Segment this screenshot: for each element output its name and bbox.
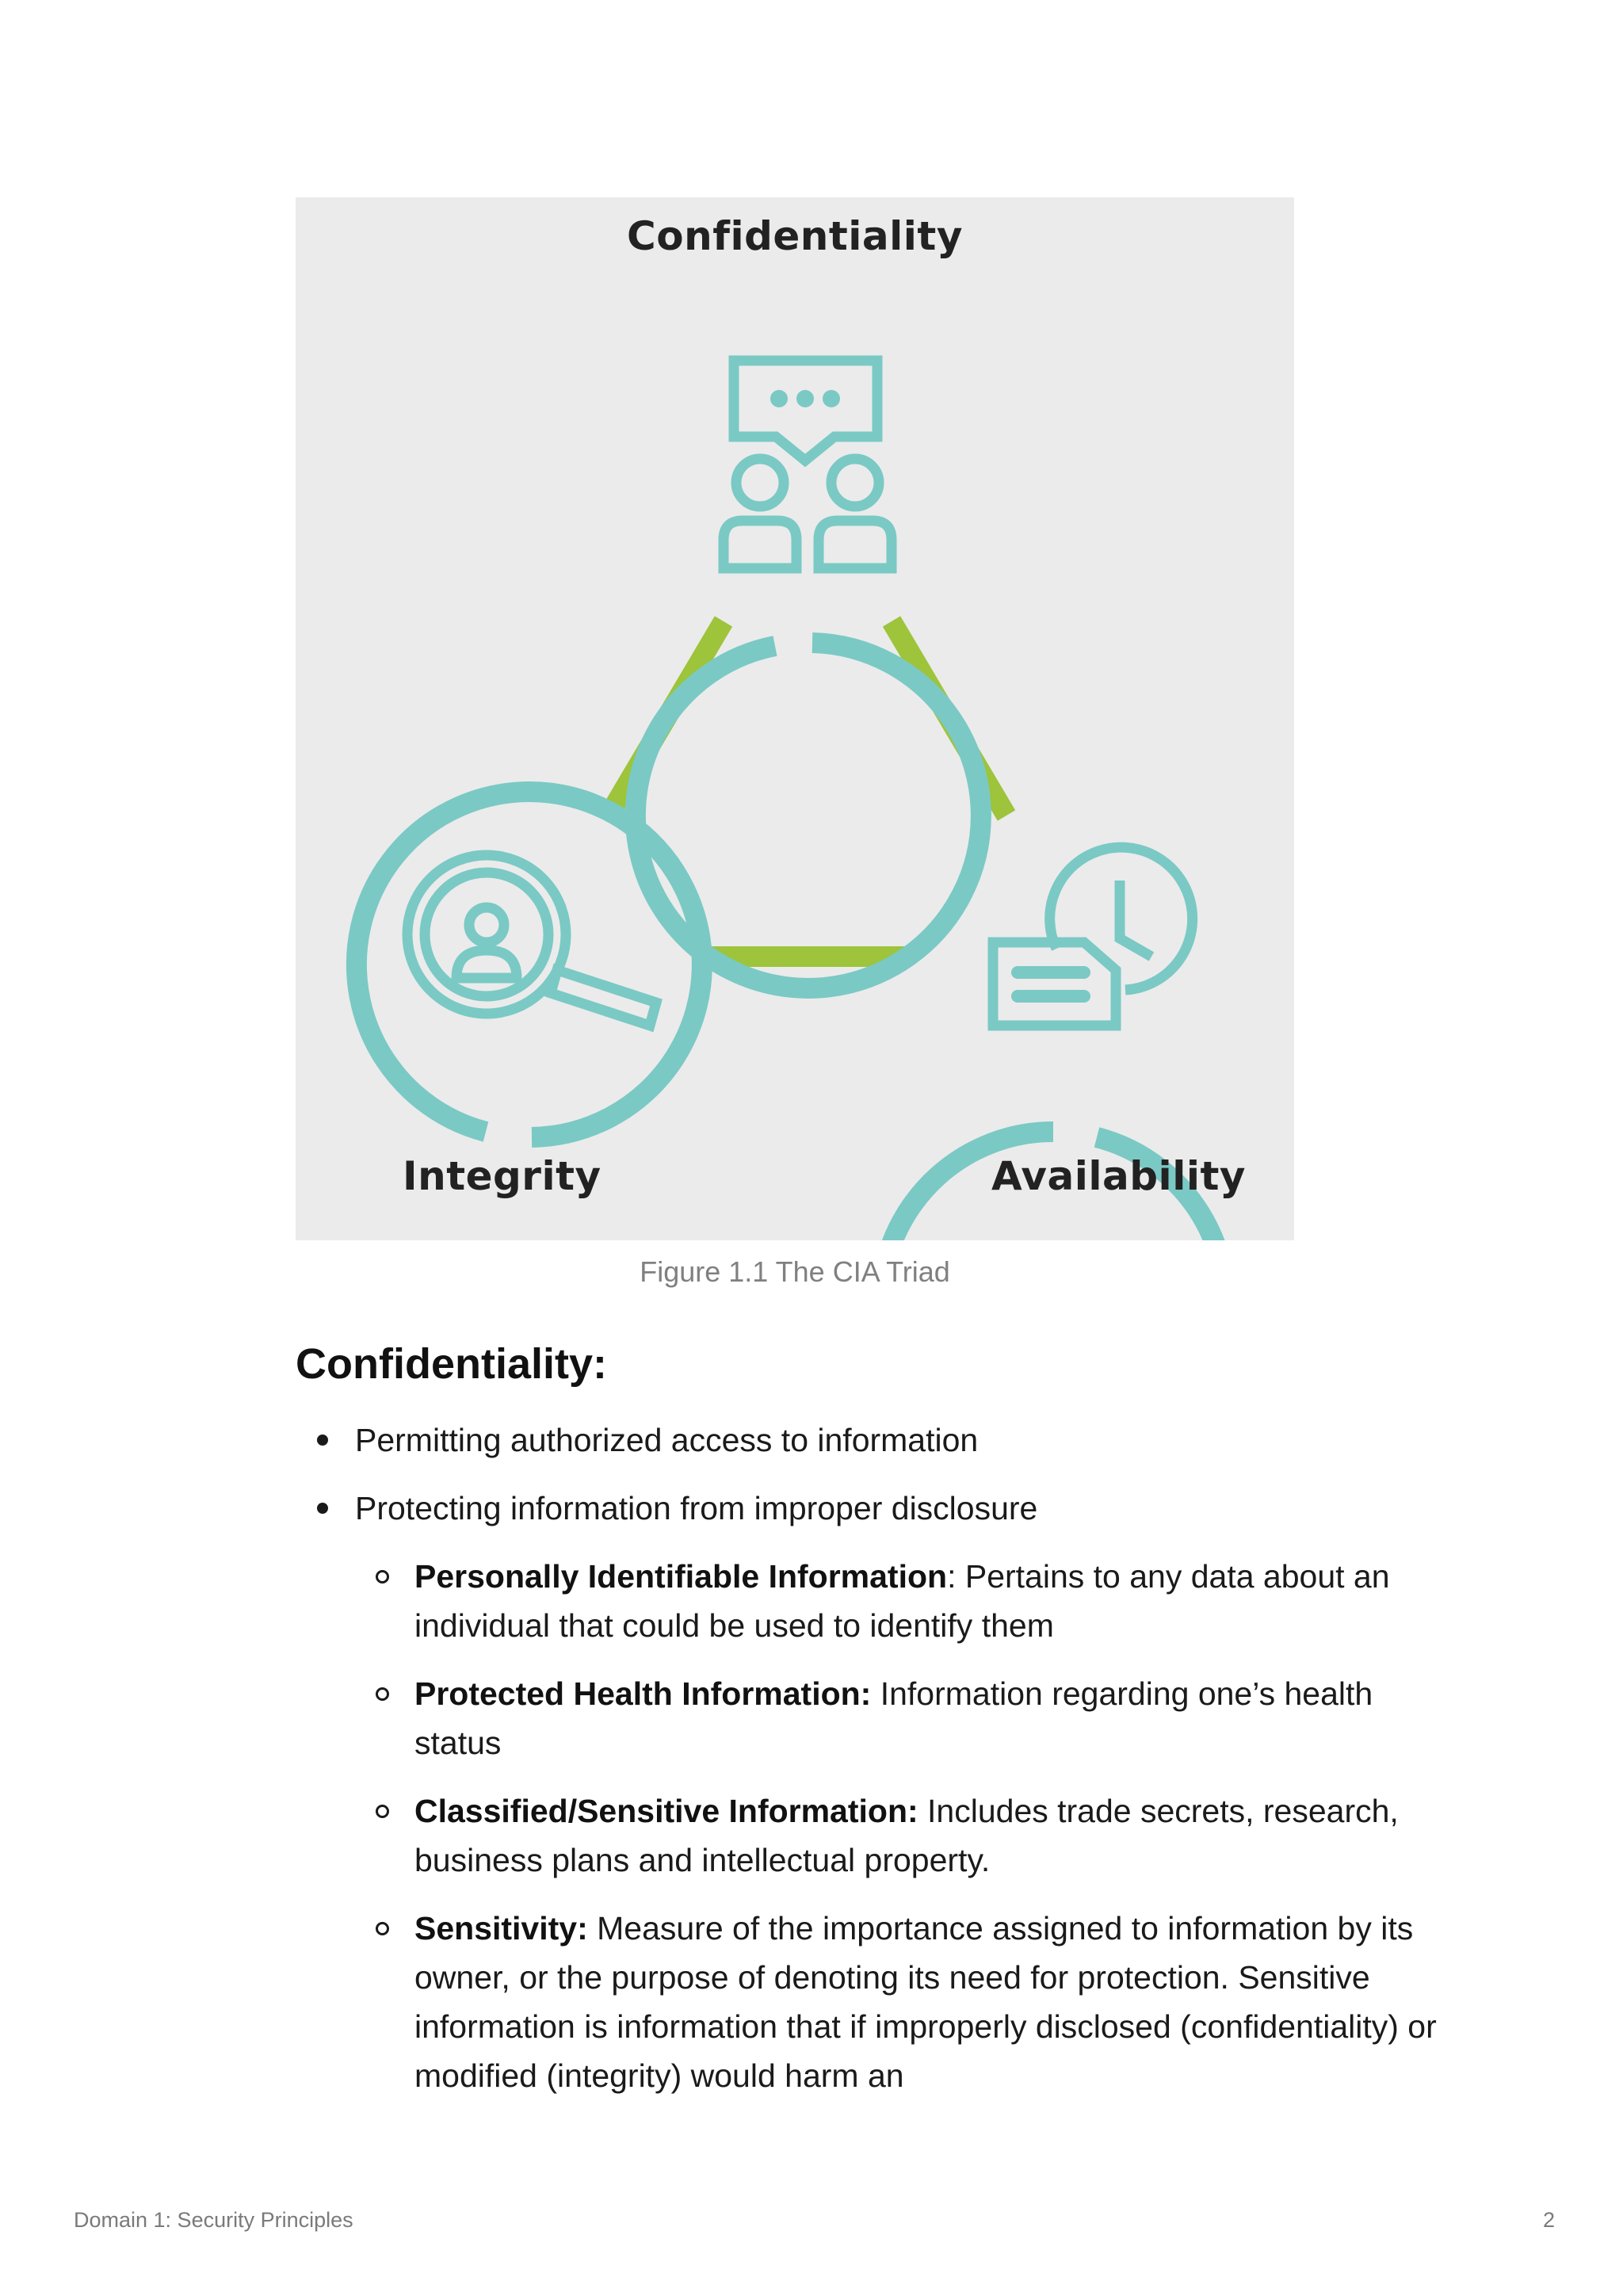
definition: Measure of the importance assigned to information by its owner, or the purpose of denoting its need for protection. Sensitive information is information that if improperly disclosed (confidentiality) or modified (integrity) would harm an <box>414 1910 1437 2094</box>
sub-list-item <box>414 1552 1437 1650</box>
circle-bullet-icon <box>376 1922 389 1935</box>
cia-triad-diagram <box>296 197 1294 1240</box>
sub-list-item <box>414 1786 1437 1885</box>
bullet-icon <box>317 1503 328 1514</box>
magnifier-person-icon <box>407 855 656 1026</box>
list-item <box>296 1415 1453 1465</box>
section-heading: Confidentiality: <box>296 1340 607 1388</box>
definition: : Pertains to any data about an individual that could be used to identify them <box>414 1558 1390 1644</box>
section-content <box>296 1415 1453 2119</box>
circle-bullet-icon <box>376 1570 389 1584</box>
definition: Information regarding one’s health status <box>414 1675 1373 1761</box>
footer-section-title: Domain 1: Security Principles <box>74 2208 353 2232</box>
definition: Includes trade secrets, research, business plans and intellectual property. <box>414 1793 1399 1878</box>
term: Protected Health Information: <box>414 1675 872 1712</box>
sub-list-item <box>414 1669 1437 1767</box>
term: Sensitivity: <box>414 1910 588 1946</box>
sub-list-item <box>414 1904 1437 2100</box>
confidentiality-ring <box>636 643 981 988</box>
circle-bullet-icon <box>376 1805 389 1818</box>
page-number: 2 <box>1542 2208 1555 2232</box>
list-item-text: Permitting authorized access to information <box>355 1422 979 1458</box>
availability-label: Availability <box>991 1153 1246 1199</box>
bullet-icon <box>317 1435 328 1446</box>
sub-list <box>414 1552 1453 2100</box>
circle-bullet-icon <box>376 1687 389 1701</box>
term: Classified/Sensitive Information: <box>414 1793 918 1829</box>
list-item <box>296 1484 1453 1533</box>
cia-triad-figure <box>296 197 1294 1240</box>
figure-caption: Figure 1.1 The CIA Triad <box>640 1255 950 1288</box>
integrity-label: Integrity <box>403 1153 601 1199</box>
list-item-text: Protecting information from improper disclosure <box>355 1490 1038 1526</box>
term: Personally Identifiable Information <box>414 1558 948 1595</box>
confidentiality-label: Confidentiality <box>627 213 963 259</box>
